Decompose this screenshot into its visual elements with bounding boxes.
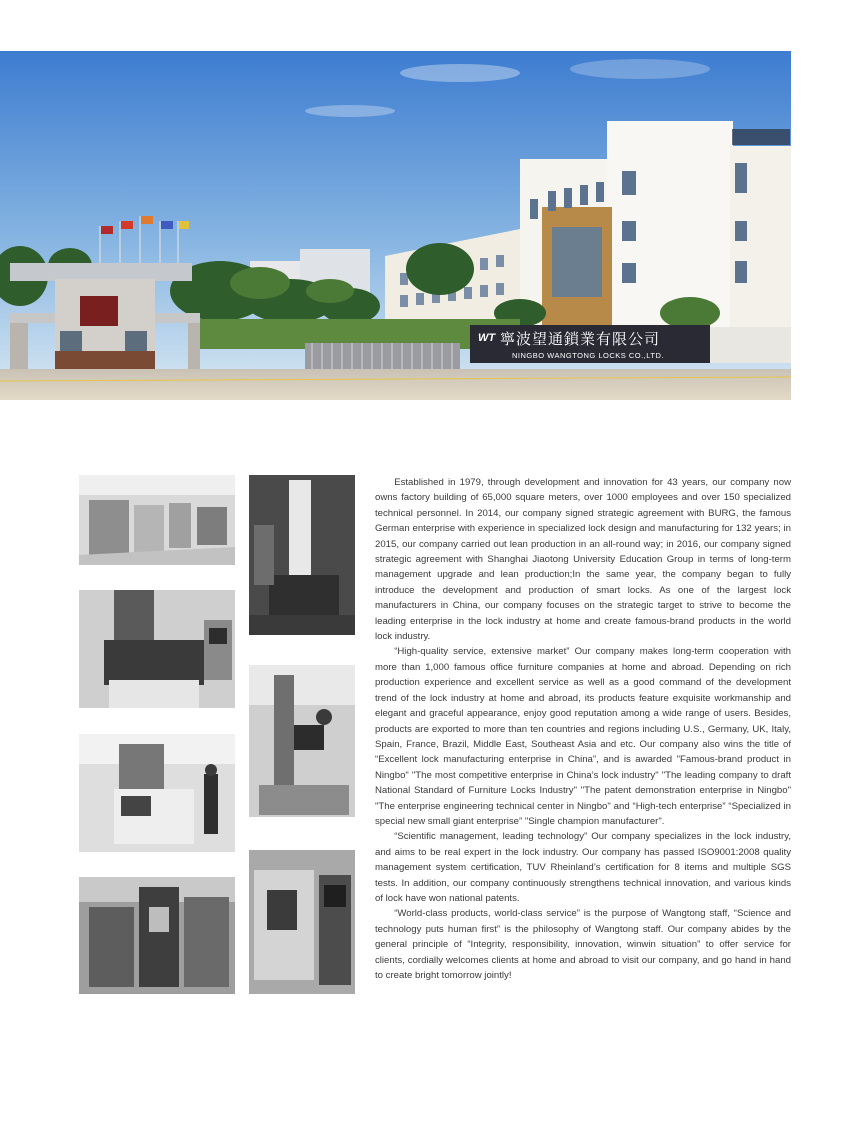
workshop-photo-5-image: [249, 475, 355, 635]
workshop-photo-7-image: [249, 850, 355, 994]
workshop-photo-5: [249, 475, 355, 635]
paragraph-market: “High-quality service, extensive market” Our company makes long-term cooperation with more than 1,000 famous office furniture companies at home and abroad. Depending on rich production experience and excellent service as well as a good command of the development trend of the lock industry at home and abroad, its products feature exquisite workmanship and elegant and graceful appearance, enjoy good reputation among a wide range of users. Besides, products are exported to more than ten countries and regions including U.S., Germany, UK, Italy, Spain, France, Brazil, Middle East, Southeast Asia and etc. Our company also wins the title of “Excellent lock manufacturing enterprise in China”, and is awarded "Famous-brand product in Ningbo" "The most competitive enterprise in China’s lock industry" "The leading company to draft National Standard of Furniture Locks Industry" "The patent demonstration enterprise in Ningbo" "The enterprise engineering technical center in Ningbo" and “High-tech enterprise” “Specialized in special new small giant enterprise” "Single champion manufacturer".: [375, 646, 791, 827]
workshop-photo-1-image: [79, 475, 235, 565]
workshop-photo-3-image: [79, 734, 235, 852]
workshop-photo-1: [79, 475, 235, 565]
paragraph-history: Established in 1979, through development and innovation for 43 years, our company now owns factory building of 65,000 square meters, over 1000 employees and over 150 specialized technical personnel. In 2014, our company signed strategic agreement with BURG, the famous German enterprise with experience in specialized lock design and manufacturing for 132 years; in 2015, our company carried out lean production in an all-round way; in 2016, our company signed strategic agreement with Shanghai Jiaotong University Education Group in terms of long-term management upgrade and lean production;In the same year, the company began to fully introduce the development and production of smart locks. As one of the largest lock manufacturers in China, our company focuses on the strategic target to strive to become the leading enterprise in the lock industry at home and create famous-brand products in the world lock industry.: [375, 477, 791, 643]
workshop-photo-3: [79, 734, 235, 852]
factory-photo: [0, 51, 791, 400]
workshop-photo-7: [249, 850, 355, 994]
paragraph-technology: “Scientific management, leading technology” Our company specializes in the lock industry, and aims to be real expert in the lock industry. Our company has passed ISO9001:2008 quality management system certification, TUV Rheinland’s certification for 8 items and multiple SGS tests. In addition, our company continuously strengthens technical innovation, and various kinds of lock have won national patents.: [375, 831, 791, 904]
workshop-photo-6-image: [249, 665, 355, 817]
factory-illustration: [0, 51, 791, 400]
workshop-photo-4: [79, 877, 235, 994]
sign-logo: WT: [478, 332, 496, 344]
workshop-photo-6: [249, 665, 355, 817]
workshop-photo-2-image: [79, 590, 235, 708]
sign-chinese-name: 寧波望通鎖業有限公司: [500, 330, 661, 348]
sign-english-name: NINGBO WANGTONG LOCKS CO.,LTD.: [512, 351, 664, 360]
workshop-photo-4-image: [79, 877, 235, 994]
company-profile-text: [375, 475, 791, 983]
paragraph-service: “World-class products, world-class service” is the purpose of Wangtong staff, “Science and technology puts human first” is the philosophy of Wangtong staff. Our company abides by the general principle of “Integrity, responsibility, innovation, winwin situation” to offer service for clients, cordially welcomes clients at home and abroad to visit our company, and go hand in hand to create bright tomorrow jointly!: [375, 908, 791, 981]
workshop-photo-2: [79, 590, 235, 708]
